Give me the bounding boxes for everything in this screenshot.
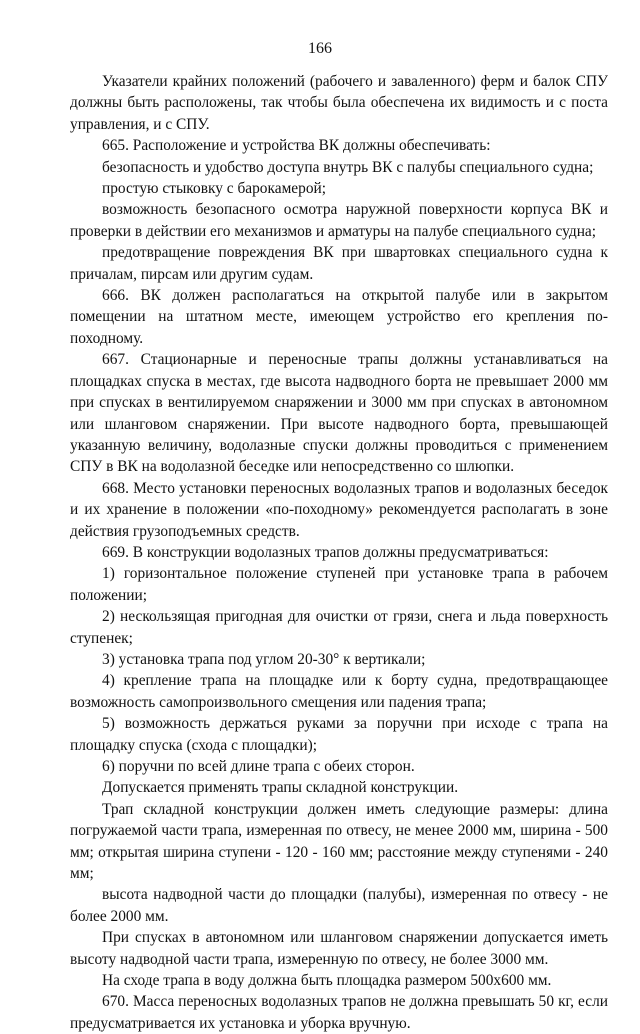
paragraph: Указатели крайних положений (рабочего и заваленного) ферм и балок СПУ должны быть расположены, так чтобы была обеспечена их видимость и с поста управления, и с СПУ. <box>70 73 608 133</box>
paragraph: 3) установка трапа под углом 20-30° к вертикали; <box>102 650 426 668</box>
paragraph: На сходе трапа в воду должна быть площадка размером 500х600 мм. <box>102 972 552 990</box>
paragraph: Трап складной конструкции должен иметь следующие размеры: длина погружаемой части трапа, измеренная по отвесу, не менее 2000 мм, ширина - 500 мм; открытая ширина ступени - 120 - 160 мм; расстояние между ступенями - 240 мм; <box>70 800 608 883</box>
paragraph: 5) возможность держаться руками за поручни при исходе с трапа на площадку спуска (схода с площадки); <box>70 715 608 754</box>
paragraph: простую стыковку с барокамерой; <box>102 180 327 198</box>
paragraph: 669. В конструкции водолазных трапов должны предусматриваться: <box>102 543 549 561</box>
paragraph: 665. Расположение и устройства ВК должны обеспечивать: <box>102 137 491 155</box>
paragraph: 1) горизонтальное положение ступеней при установке трапа в рабочем положении; <box>70 565 608 604</box>
paragraph: 4) крепление трапа на площадке или к борту судна, предотвращающее возможность самопроизвольного смещения или падения трапа; <box>70 672 608 711</box>
paragraph: предотвращение повреждения ВК при швартовках специального судна к причалам, пирсам или другим судам. <box>70 244 608 283</box>
paragraph: безопасность и удобство доступа внутрь ВК с палубы специального судна; <box>102 158 594 176</box>
paragraph: 666. ВК должен располагаться на открытой палубе или в закрытом помещении на штатном месте, имеющем устройство его крепления по-походному. <box>70 287 608 347</box>
paragraph: 667. Стационарные и переносные трапы должны устанавливаться на площадках спуска в местах, где высота надводного борта не превышает 2000 мм при спусках в вентилируемом снаряжении и 3000 мм при спусках в автономном или шланговом снаряжении. При высоте надводного борта, превышающей указанную величину, водолазные спуски должны проводиться с применением СПУ в ВК на водолазной беседке или непосредственно со шлюпки. <box>70 351 608 476</box>
paragraph: 2) нескользящая пригодная для очистки от грязи, снега и льда поверхность ступенек; <box>70 608 608 647</box>
paragraph: 670. Масса переносных водолазных трапов не должна превышать 50 кг, если предусматривается их установка и уборка вручную. <box>70 993 608 1032</box>
body-text <box>70 71 608 1034</box>
paragraph: высота надводной части до площадки (палубы), измеренная по отвесу - не более 2000 мм. <box>70 886 608 925</box>
paragraph: Допускается применять трапы складной конструкции. <box>102 779 459 797</box>
paragraph: 668. Место установки переносных водолазных трапов и водолазных беседок и их хранение в положении «по-походному» рекомендуется располагать в зоне действия грузоподъемных средств. <box>70 479 608 540</box>
page-number: 166 <box>308 40 332 57</box>
paragraph: возможность безопасного осмотра наружной поверхности корпуса ВК и проверки в действии его механизмов и арматуры на палубе специального судна; <box>70 201 608 240</box>
paragraph: 6) поручни по всей длине трапа с обеих сторон. <box>102 758 415 775</box>
paragraph: При спусках в автономном или шланговом снаряжении допускается иметь высоту надводной части трапа, измеренную по отвесу, не более 3000 мм. <box>70 929 608 968</box>
